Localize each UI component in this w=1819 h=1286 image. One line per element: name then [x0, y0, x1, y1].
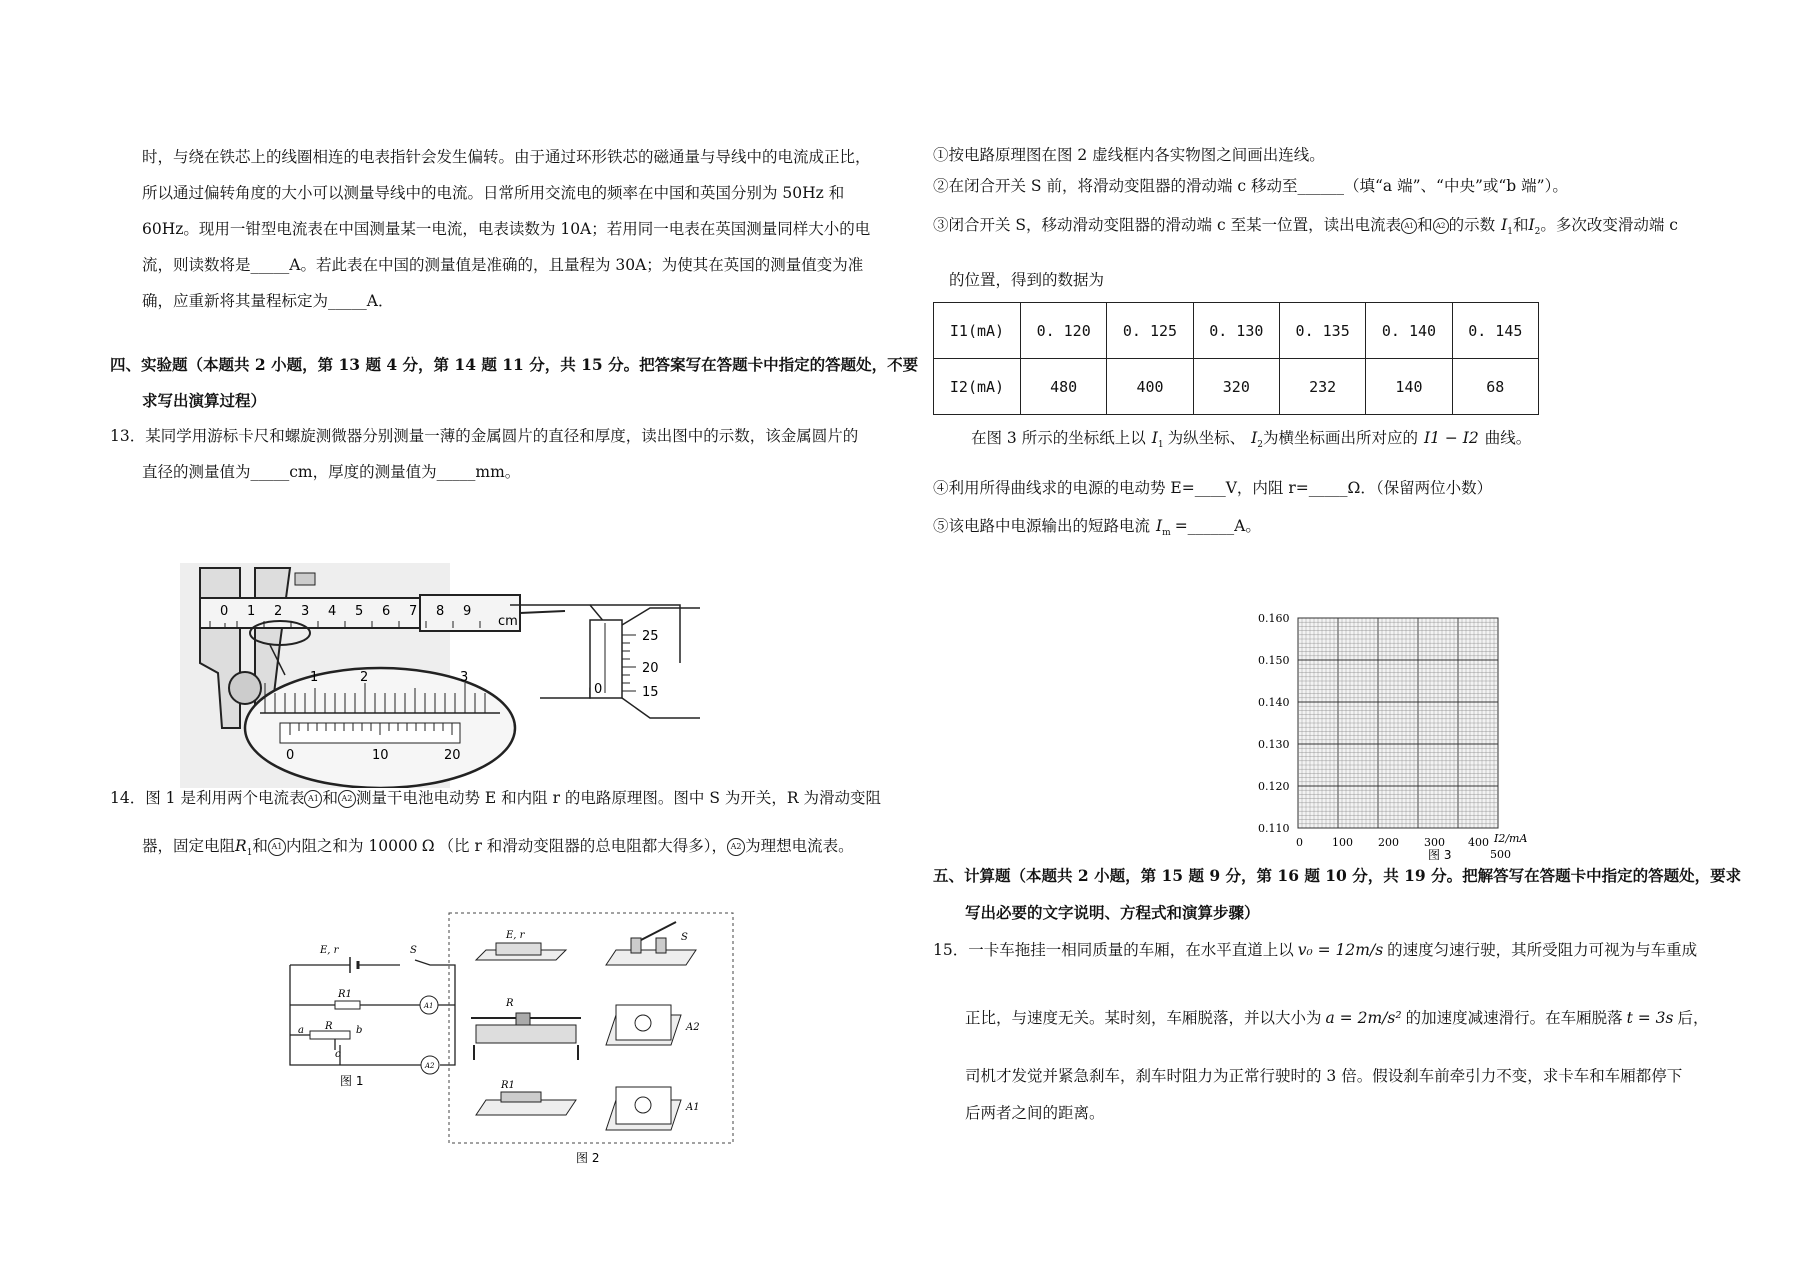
q15-text: 的加速度减速滑行。在车厢脱落	[1405, 1009, 1623, 1027]
step-5-text: ⑤该电路中电源输出的短路电流	[933, 517, 1151, 535]
im-symbol: I	[1156, 517, 1163, 535]
question-15: 后两者之间的距离。	[965, 1104, 1105, 1122]
main-scale-label: 4	[328, 604, 337, 619]
unit-label: cm	[498, 614, 518, 629]
r1-symbol: R	[235, 837, 247, 855]
x-tick-label: 200	[1378, 836, 1399, 849]
v0-formula: v₀ = 12m/s	[1297, 941, 1384, 959]
step-2: ②在闭合开关 S 前，将滑动变阻器的滑动端 c 移动至______（填“a 端”、“中央”或“b 端”）。	[933, 177, 1568, 195]
main-scale-label: 0	[220, 604, 229, 619]
q14-text: 14．图 1 是利用两个电流表	[110, 789, 305, 807]
section-heading: 求写出演算过程）	[142, 391, 267, 410]
q14-text: 内阻之和为 10000	[285, 837, 418, 855]
ammeter-a2-icon: A2	[1433, 218, 1449, 234]
x-tick-label: 0	[1296, 836, 1303, 849]
i2-symbol: I	[1528, 216, 1535, 234]
y-tick-label: 0.150	[1258, 654, 1290, 667]
question-13: 直径的测量值为_____cm，厚度的测量值为_____mm。	[142, 463, 521, 481]
graph-paper-figure-3	[1258, 608, 1538, 860]
fig1-label: S	[410, 945, 417, 956]
x-tick-label: 100	[1332, 836, 1353, 849]
ammeter-a2-icon: A2	[727, 838, 745, 856]
fig1-label: A1	[424, 1002, 434, 1010]
data-table	[933, 302, 1539, 415]
question-15	[965, 1008, 1708, 1028]
table-cell: 0. 120	[1021, 303, 1107, 359]
table-cell: 0. 130	[1193, 303, 1279, 359]
table-row-label: I1(mA)	[934, 303, 1021, 359]
paragraph-line: 60Hz。现用一钳型电流表在中国测量某一电流，电表读数为 10A；若用同一电表在英国测量同样大小的电	[142, 220, 871, 238]
main-scale-label: 9	[463, 604, 472, 619]
vernier-main-label: 1	[310, 670, 319, 685]
step-5	[933, 516, 1261, 543]
paragraph-line: 所以通过偏转角度的大小可以测量导线中的电流。日常所用交流电的频率在中国和英国分别为 50Hz 和	[142, 184, 845, 202]
fig1-label: R	[325, 1021, 333, 1032]
vernier-label: 10	[372, 748, 389, 763]
q14-text: 测量干电池电动势 E 和内阻 r 的电路原理图。图中 S 为开关，R 为滑动变阻	[355, 789, 881, 807]
main-scale-label: 3	[301, 604, 310, 619]
table-cell: 0. 125	[1107, 303, 1193, 359]
paragraph-line: 流，则读数将是_____A。若此表在中国的测量值是准确的，且量程为 30A；为使其在英国的测量值变为准	[142, 256, 864, 274]
fig1-label: a	[298, 1025, 304, 1036]
q15-text: 正比，与速度无关。某时刻，车厢脱落，并以大小为	[965, 1009, 1322, 1027]
q15-text: 15．一卡车拖挂一相同质量的车厢，在水平直道上以	[933, 941, 1294, 959]
fig1-label: b	[356, 1025, 363, 1036]
q14-text: （比 r 和滑动变阻器的总电阻都大得多），	[438, 837, 728, 855]
fig1-caption: 图 1	[340, 1074, 364, 1088]
y-tick-label: 0.140	[1258, 696, 1290, 709]
step-3-text: 和	[1512, 216, 1529, 234]
question-14	[142, 836, 854, 863]
fig2-label: R1	[501, 1080, 515, 1091]
fig1-label: R1	[338, 989, 352, 1000]
i2-subscript: 2	[1534, 227, 1541, 238]
step-3-text: 和	[1417, 216, 1433, 234]
table-row-label: I2(mA)	[934, 359, 1021, 415]
step-1: ①按电路原理图在图 2 虚线框内各实物图之间画出连线。	[933, 146, 1325, 164]
i1-symbol: I	[1151, 429, 1158, 447]
step-3-plot	[971, 428, 1531, 455]
table-cell: 232	[1279, 359, 1365, 415]
x-axis-label: I2/mA	[1494, 832, 1528, 845]
micrometer-zero: 0	[594, 682, 603, 697]
acceleration-formula: a = 2m/s²	[1325, 1009, 1402, 1027]
main-scale-label: 2	[274, 604, 283, 619]
y-tick-label: 0.130	[1258, 738, 1290, 751]
q14-text: 和	[322, 789, 338, 807]
question-15: 司机才发觉并紧急刹车，刹车时阻力为正常行驶时的 3 倍。假设刹车前牵引力不变，求卡车和车厢都停下	[965, 1067, 1683, 1085]
fig1-label: c	[335, 1049, 341, 1060]
q14-text: 为理想电流表。	[745, 837, 854, 855]
i2-subscript: 2	[1257, 440, 1263, 451]
step-3	[933, 215, 1678, 242]
step-3-continued: 的位置，得到的数据为	[949, 271, 1105, 289]
ammeter-a2-icon: A2	[338, 790, 356, 808]
table-cell: 140	[1366, 359, 1452, 415]
y-tick-label: 0.110	[1258, 822, 1290, 835]
x-tick-label: 400	[1468, 836, 1489, 849]
x-tick-label: 500	[1490, 848, 1511, 860]
fig2-label: S	[681, 932, 688, 943]
section-heading: 写出必要的文字说明、方程式和演算步骤）	[965, 903, 1260, 922]
vernier-main-label: 2	[360, 670, 369, 685]
time-formula: t = 3s	[1626, 1009, 1674, 1027]
step-5-text: =______A。	[1174, 517, 1261, 535]
ammeter-a1-icon: A1	[304, 790, 322, 808]
ammeter-a1-icon: A1	[268, 838, 286, 856]
q14-text: 器，固定电阻	[142, 837, 236, 855]
question-14	[110, 788, 881, 808]
table-cell: 320	[1193, 359, 1279, 415]
fig1-label: A2	[425, 1062, 435, 1070]
step-3-text: ③闭合开关 S，移动滑动变阻器的滑动端 c 至某一位置，读出电流表	[933, 216, 1402, 234]
step-3-text: 。多次改变滑动端 c	[1540, 216, 1678, 234]
table-cell: 0. 140	[1366, 303, 1452, 359]
micrometer-tick: 15	[642, 685, 659, 700]
vernier-label: 20	[444, 748, 461, 763]
section-heading: 五、计算题（本题共 2 小题，第 15 题 9 分，第 16 题 10 分，共 19 分。把解答写在答题卡中指定的答题处，要求	[933, 866, 1742, 885]
q15-text: 后，	[1677, 1009, 1709, 1027]
fig2-label: A2	[686, 1022, 700, 1033]
step-3-text: 曲线。	[1484, 429, 1532, 447]
r1-subscript: 1	[246, 848, 253, 859]
question-13: 13．某同学用游标卡尺和螺旋测微器分别测量一薄的金属圆片的直径和厚度，读出图中的示数，该金属圆片的	[110, 427, 859, 445]
i1-subscript: 1	[1507, 227, 1513, 238]
paragraph-line: 时，与绕在铁芯上的线圈相连的电表指针会发生偏转。由于通过环形铁芯的磁通量与导线中的电流成正比，	[142, 148, 871, 166]
question-15	[933, 940, 1697, 960]
i1-subscript: 1	[1157, 440, 1164, 451]
step-3-text: 为纵坐标、	[1167, 429, 1246, 447]
step-3-text: 在图 3 所示的坐标纸上以	[971, 429, 1146, 447]
main-scale-label: 8	[436, 604, 445, 619]
caliper-micrometer-figure	[180, 563, 800, 788]
apparatus-figure-2	[446, 910, 736, 1172]
fig1-label: E, r	[320, 945, 339, 956]
curve-label: I1 − I2	[1423, 429, 1479, 447]
im-subscript: m	[1162, 528, 1171, 539]
q15-text: 的速度匀速行驶，其所受阻力可视为与车重成	[1387, 941, 1698, 959]
fig2-label: A1	[686, 1102, 700, 1113]
step-3-text: 的示数	[1448, 216, 1496, 234]
vernier-label: 0	[286, 748, 295, 763]
vernier-main-label: 3	[460, 670, 469, 685]
table-cell: 68	[1452, 359, 1538, 415]
fig2-label: E, r	[506, 930, 525, 941]
i2-symbol: I	[1251, 429, 1258, 447]
i1-symbol: I	[1501, 216, 1508, 234]
main-scale-label: 5	[355, 604, 364, 619]
table-cell: 0. 145	[1452, 303, 1538, 359]
y-tick-label: 0.120	[1258, 780, 1290, 793]
table-cell: 0. 135	[1279, 303, 1365, 359]
micrometer-tick: 20	[642, 661, 659, 676]
main-scale-label: 7	[409, 604, 418, 619]
step-4: ④利用所得曲线求的电源的电动势 E=____V，内阻 r=_____Ω．（保留两位小数）	[933, 479, 1493, 497]
q14-text: 和	[252, 837, 268, 855]
main-scale-label: 1	[247, 604, 256, 619]
fig2-label: R	[506, 998, 514, 1009]
main-scale-label: 6	[382, 604, 391, 619]
ammeter-a1-icon: A1	[1401, 218, 1417, 234]
ohm-symbol: Ω	[421, 837, 435, 855]
micrometer-tick: 25	[642, 629, 659, 644]
section-heading: 四、实验题（本题共 2 小题，第 13 题 4 分，第 14 题 11 分，共 15 分。把答案写在答题卡中指定的答题处，不要	[110, 355, 919, 374]
paragraph-line: 确，应重新将其量程标定为_____A．	[142, 292, 394, 310]
step-3-text: 为横坐标画出所对应的	[1262, 429, 1418, 447]
fig2-caption: 图 2	[576, 1151, 600, 1165]
table-cell: 400	[1107, 359, 1193, 415]
fig3-caption: 图 3	[1428, 848, 1452, 860]
table-cell: 480	[1021, 359, 1107, 415]
y-tick-label: 0.160	[1258, 612, 1290, 625]
x-tick-label: 300	[1424, 836, 1445, 849]
